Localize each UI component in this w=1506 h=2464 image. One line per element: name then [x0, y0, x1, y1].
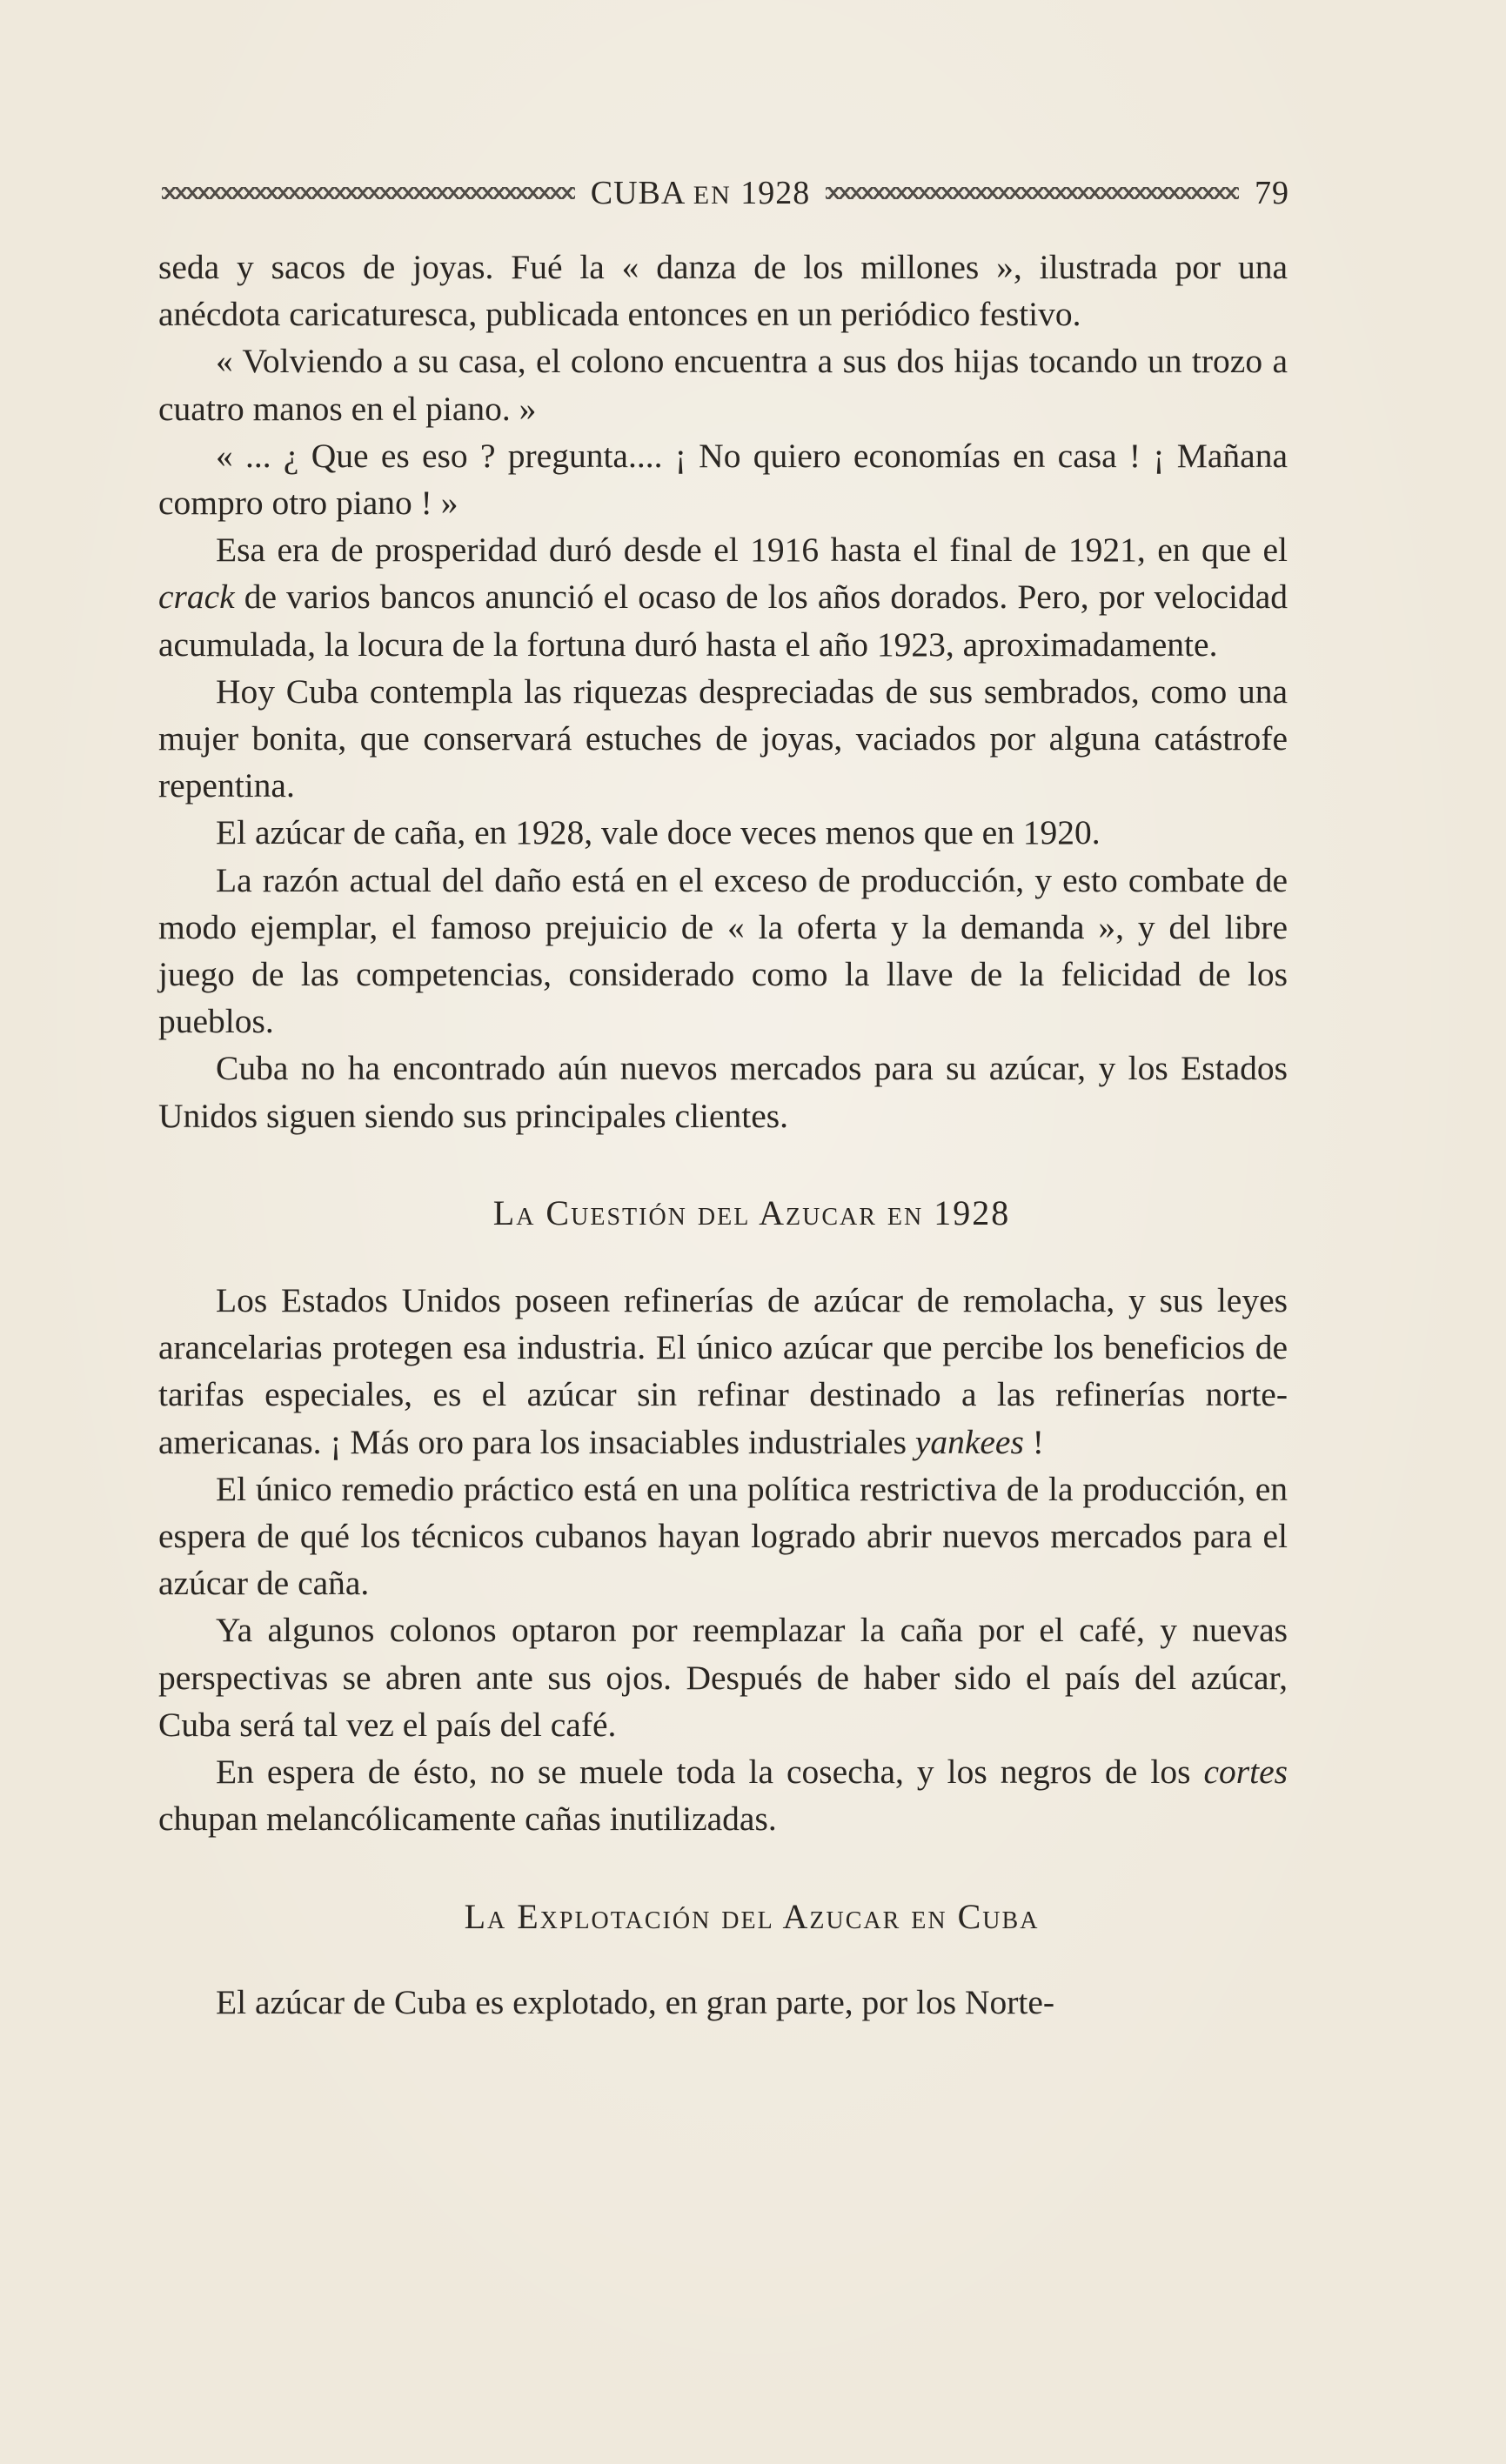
paragraph: El único remedio práctico está en una política restrictiva de la producción, en espera de qué los técnicos cubanos hayan logrado abrir nuevos mercados para el azúcar de caña.	[158, 1469, 1288, 1603]
paragraph-text: Los Estados Unidos poseen refinerías de azúcar de remolacha, y sus leyes arancelarias protegen esa industria. El único azúcar que percibe los beneficios de tarifas especiales, es el azúcar sin refinar destinado a las refinerías norte-americanas. ¡ Más oro para los insaciables industriales	[158, 1281, 1288, 1461]
page-number: 79	[1255, 175, 1290, 211]
paragraph: « ... ¿ Que es eso ? pregunta.... ¡ No quiero economías en casa ! ¡ Mañana compro otro piano ! »	[158, 436, 1288, 523]
italic-term: crack	[158, 578, 235, 617]
paragraph: Ya algunos colonos optaron por reemplazar la caña por el café, y nuevas perspectivas se abren ante sus ojos. Después de haber sido el país del azúcar, Cuba será tal vez el país del café.	[158, 1611, 1288, 1744]
running-title-year: 1928	[740, 175, 811, 211]
paragraph-text: chupan melancólicamente cañas inutilizadas.	[158, 1800, 777, 1839]
paragraph-text: de varios bancos anunció el ocaso de los años dorados. Pero, por velocidad acumulada, la locura de la fortuna duró hasta el año 1923, aproximadamente.	[158, 578, 1288, 664]
section-heading: La Cuestión del Azucar en 1928	[492, 1192, 1011, 1232]
paragraph	[158, 1748, 1288, 1842]
ornamental-wave-left	[162, 187, 575, 199]
italic-term: cortes	[1203, 1753, 1288, 1792]
running-title	[591, 174, 810, 212]
paragraph-text: Esa era de prosperidad duró desde el 1916 hasta el final de 1921, en que el	[216, 531, 1288, 570]
section-heading: La Explotación del Azucar en Cuba	[464, 1896, 1040, 1936]
paragraph: seda y sacos de joyas. Fué la « danza de los millones », ilustrada por una anécdota caricaturesca, publicada entonces en un periódico festivo.	[158, 248, 1288, 334]
paragraph	[158, 1277, 1288, 1466]
paragraph: Cuba no ha encontrado aún nuevos mercados para su azúcar, y los Estados Unidos siguen siendo sus principales clientes.	[158, 1049, 1288, 1135]
paragraph: El azúcar de Cuba es explotado, en gran parte, por los Norte-	[216, 1982, 1055, 2021]
italic-term: yankees	[914, 1422, 1024, 1461]
paragraph: El azúcar de caña, en 1928, vale doce veces menos que en 1920.	[216, 813, 1101, 852]
running-head	[158, 167, 1289, 219]
running-title-main: CUBA	[590, 175, 685, 211]
body-text	[158, 244, 1288, 2026]
paragraph: « Volviendo a su casa, el colono encuentra a sus dos hijas tocando un trozo a cuatro manos en el piano. »	[158, 342, 1288, 428]
paragraph	[158, 526, 1288, 668]
paragraph-text: !	[1023, 1422, 1044, 1461]
ornamental-wave-right	[826, 187, 1239, 199]
paragraph-text: En espera de ésto, no se muele toda la cosecha, y los negros de los	[216, 1753, 1204, 1792]
paragraph: La razón actual del daño está en el exceso de producción, y esto combate de modo ejemplar, el famoso prejuicio de « la oferta y la demanda », y del libre juego de las competencias, considerado como la llave de la felicidad de los pueblos.	[158, 860, 1288, 1041]
paragraph: Hoy Cuba contempla las riquezas despreciadas de sus sembrados, como una mujer bonita, que conservará estuches de joyas, vaciados por alguna catástrofe repentina.	[158, 671, 1288, 805]
running-title-small: EN	[693, 181, 732, 210]
